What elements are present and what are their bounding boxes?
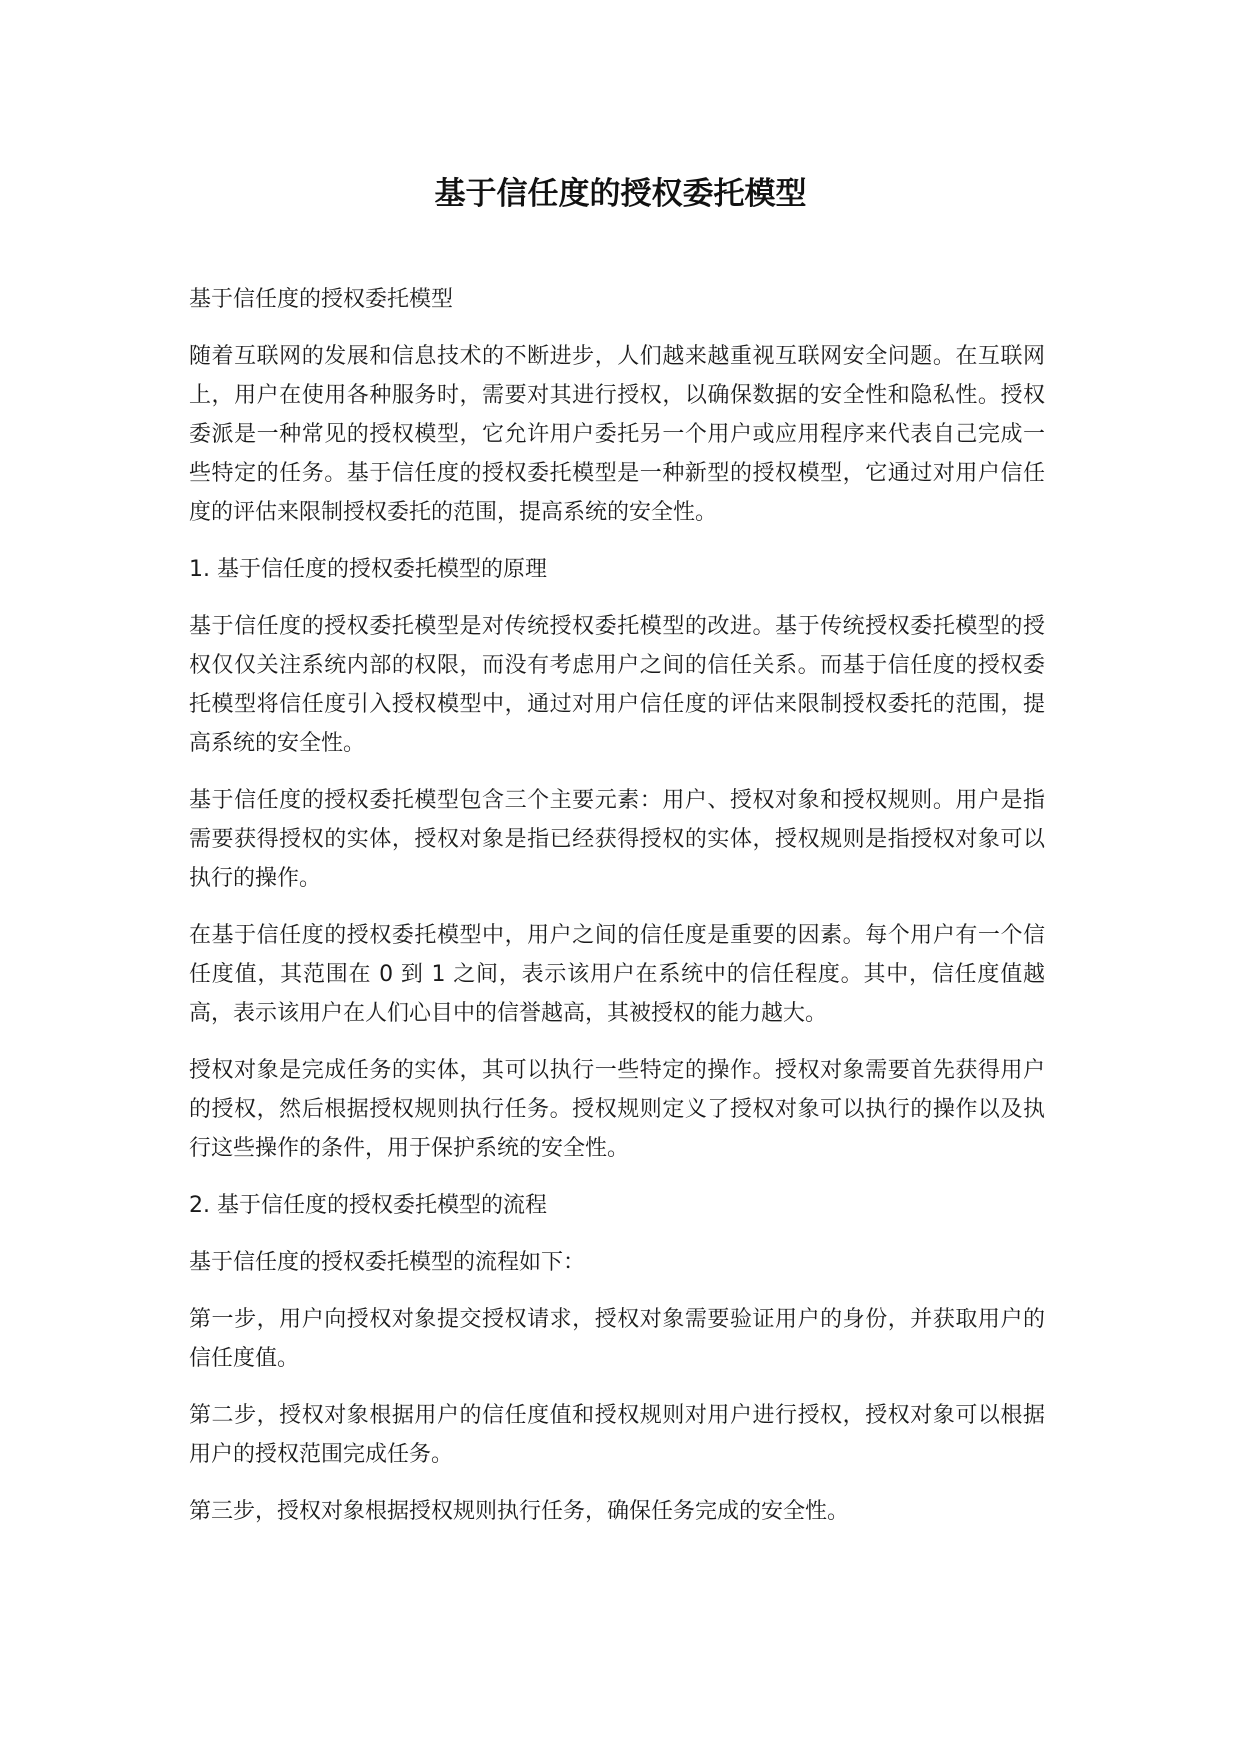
section-heading-principle: 1. 基于信任度的授权委托模型的原理 xyxy=(189,557,547,582)
document-title: 基于信任度的授权委托模型 xyxy=(434,176,807,212)
step-paragraph: 第二步，授权对象根据用户的信任度值和授权规则对用户进行授权，授权对象可以根据用户的授权范围完成任务。 xyxy=(189,1403,1045,1467)
paragraph: 基于信任度的授权委托模型是对传统授权委托模型的改进。基于传统授权委托模型的授权仅仅关注系统内部的权限，而没有考虑用户之间的信任关系。而基于信任度的授权委托模型将信任度引入授权模型中，通过对用户信任度的评估来限制授权委托的范围，提高系统的安全性。 xyxy=(189,614,1045,756)
paragraph-intro: 随着互联网的发展和信息技术的不断进步，人们越来越重视互联网安全问题。在互联网上，用户在使用各种服务时，需要对其进行授权，以确保数据的安全性和隐私性。授权委派是一种常见的授权模型，它允许用户委托另一个用户或应用程序来代表自己完成一些特定的任务。基于信任度的授权委托模型是一种新型的授权模型，它通过对用户信任度的评估来限制授权委托的范围，提高系统的安全性。 xyxy=(189,344,1045,525)
step-paragraph: 第一步，用户向授权对象提交授权请求，授权对象需要验证用户的身份，并获取用户的信任度值。 xyxy=(189,1307,1045,1371)
document-body xyxy=(189,280,1045,1549)
paragraph: 基于信任度的授权委托模型的流程如下： xyxy=(189,1250,586,1275)
paragraph: 在基于信任度的授权委托模型中，用户之间的信任度是重要的因素。每个用户有一个信任度值，其范围在 0 到 1 之间，表示该用户在系统中的信任程度。其中，信任度值越高，表示该用户在人们心目中的信誉越高，其被授权的能力越大。 xyxy=(189,923,1045,1026)
paragraph: 授权对象是完成任务的实体，其可以执行一些特定的操作。授权对象需要首先获得用户的授权，然后根据授权规则执行任务。授权规则定义了授权对象可以执行的操作以及执行这些操作的条件，用于保护系统的安全性。 xyxy=(189,1058,1045,1161)
paragraph: 基于信任度的授权委托模型包含三个主要元素：用户、授权对象和授权规则。用户是指需要获得授权的实体，授权对象是指已经获得授权的实体，授权规则是指授权对象可以执行的操作。 xyxy=(189,788,1045,891)
paragraph-subtitle: 基于信任度的授权委托模型 xyxy=(189,287,454,312)
step-paragraph: 第三步，授权对象根据授权规则执行任务，确保任务完成的安全性。 xyxy=(189,1499,850,1524)
section-heading-process: 2. 基于信任度的授权委托模型的流程 xyxy=(189,1193,547,1218)
